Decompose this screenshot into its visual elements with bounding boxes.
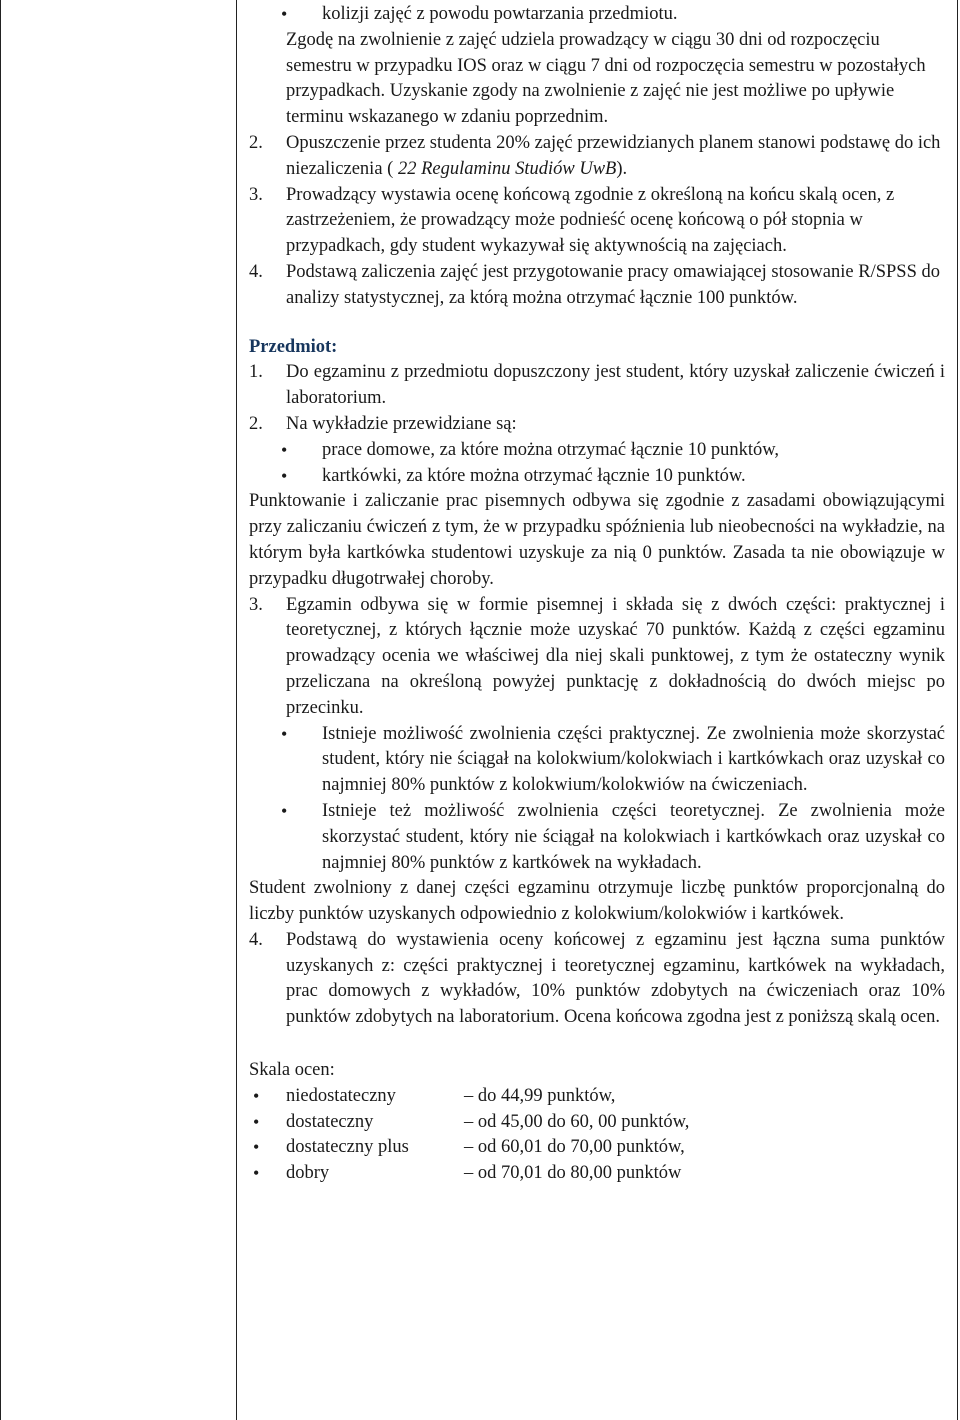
grade-name: niedostateczny xyxy=(286,1085,396,1106)
grade-range: – od 60,01 do 70,00 punktów, xyxy=(464,1137,685,1158)
grade-scale-row xyxy=(249,1110,945,1136)
grade-name: dostateczny plus xyxy=(286,1137,409,1158)
item-number: 4. xyxy=(249,929,263,950)
numbered-item-3 xyxy=(249,183,945,260)
item-text: Podstawą zaliczenia zajęć jest przygotowanie pracy omawiającej stosowanie R/SPSS do analizy statystycznej, za którą można otrzymać łącznie 100 punktów. xyxy=(286,261,940,308)
section-heading-subject: Przedmiot: xyxy=(249,336,338,357)
numbered-item-2 xyxy=(249,131,945,183)
item-text: Egzamin odbywa się w formie pisemnej i składa się z dwóch części: praktycznej i teoretycznej, z których łącznie może uzyskać 70 punktów. Każdą z części egzaminu prowadzący ocenia we właściwej dla niej skali punktowej, z tym że ostateczny wynik przeliczana na określoną powyżej punktację z dokładnością do dwóch miejsc po przecinku. xyxy=(286,594,945,718)
item-text: Podstawą do wystawienia oceny końcowej z egzaminu jest łączna suma punktów uzyskanych z: części praktycznej i teoretycznej egzaminu, kartkówek na wykładach, prac domowych z wykładów, 10% punktów zdobytych na ćwiczeniach oraz 10% punktów zdobytych na laboratorium. Ocena końcowa zgodna jest z poniższą skalą ocen. xyxy=(286,929,945,1028)
bullet-item-collision: • kolizji zajęć z powodu powtarzania przedmiotu. xyxy=(249,2,945,28)
grade-scale-row xyxy=(249,1161,945,1187)
item-number: 1. xyxy=(249,362,263,383)
subject-item-3 xyxy=(249,593,945,722)
numbered-item-4 xyxy=(249,260,945,312)
grade-scale-list xyxy=(249,1084,945,1187)
item-text: Do egzaminu z przedmiotu dopuszczony jest student, który uzyskał zaliczenie ćwiczeń i laboratorium. xyxy=(286,362,945,409)
item-number: 4. xyxy=(249,261,263,282)
regulation-reference: 22 Regulaminu Studiów UwB xyxy=(393,158,617,179)
subject-item-4 xyxy=(249,928,945,1031)
item-number: 3. xyxy=(249,594,263,615)
item-number: 3. xyxy=(249,184,263,205)
paragraph-exemption-consent: Zgodę na zwolnienie z zajęć udziela prowadzący w ciągu 30 dni od rozpoczęciu semestru w przypadku IOS oraz w ciągu 7 dni od rozpoczęcia semestru w pozostałych przypadkach. Uzyskanie zgody na zwolnienie z zajęć nie jest możliwe po upływie terminu wskazanego w zdaniu poprzednim. xyxy=(286,29,926,128)
bullet-practical-exemption: • Istnieje możliwość zwolnienia części praktycznej. Ze zwolnienia może skorzystać student, który nie ściągał na kolokwium/kolokwiach i kartkówkach oraz uzyskał co najmniej 80% punktów z kolokwium/kolokwiów na ćwiczeniach. xyxy=(249,722,945,799)
bullet-quizzes: • kartkówki, za które można otrzymać łącznie 10 punktów. xyxy=(249,464,945,490)
item-text-end: ). xyxy=(616,158,628,179)
spacer xyxy=(249,1031,945,1058)
bullet-homework: • prace domowe, za które można otrzymać łącznie 10 punktów, xyxy=(249,438,945,464)
grade-name: dobry xyxy=(286,1163,330,1184)
item-number: 2. xyxy=(249,413,263,434)
paragraph-written-work: Punktowanie i zaliczanie prac pisemnych odbywa się zgodnie z zasadami obowiązującymi przy zaliczaniu ćwiczeń z tym, że w przypadku spóźnienia lub nieobecności na wykładzie, na którym była kartkówka studentowi uzyskuje za nią 0 punktów. Zasada ta nie obowiązuje w przypadku długotrwałej choroby. xyxy=(249,491,945,589)
subject-item-2 xyxy=(249,412,945,438)
grade-range: – od 70,01 do 80,00 punktów xyxy=(464,1163,682,1184)
item-number: 2. xyxy=(249,132,263,153)
paragraph-exempt-student: Student zwolniony z danej części egzaminu otrzymuje liczbę punktów proporcjonalną do liczby punktów uzyskanych odpowiednio z kolokwium/kolokwiów i kartkówek. xyxy=(249,878,945,925)
item-text: Na wykładzie przewidziane są: xyxy=(286,413,517,434)
document-body xyxy=(249,2,945,1187)
item-text: Prowadzący wystawia ocenę końcową zgodnie z określoną na końcu skalą ocen, z zastrzeżeniem, że prowadzący może podnieść ocenę końcową o pół stopnia w przypadkach, gdy student wykazywał się aktywnością na zajęciach. xyxy=(286,184,895,257)
item-text: Opuszczenie przez studenta 20% zajęć przewidzianych planem stanowi podstawę do ich niezaliczenia ( xyxy=(286,132,941,179)
grade-scale-label: Skala ocen: xyxy=(249,1060,335,1081)
grade-scale-row xyxy=(249,1084,945,1110)
bullet-theory-exemption: • Istnieje też możliwość zwolnienia części teoretycznej. Ze zwolnienia może skorzystać student, który nie ściągał na kolokwiach i kartkówkach oraz uzyskał co najmniej 80% punktów z kartkówek na wykładach. xyxy=(249,799,945,876)
grade-range: – od 45,00 do 60, 00 punktów, xyxy=(464,1111,690,1132)
grade-range: – do 44,99 punktów, xyxy=(464,1085,616,1106)
grade-name: dostateczny xyxy=(286,1111,374,1132)
grade-scale-row xyxy=(249,1135,945,1161)
column-divider xyxy=(236,0,237,1420)
subject-item-1 xyxy=(249,360,945,412)
